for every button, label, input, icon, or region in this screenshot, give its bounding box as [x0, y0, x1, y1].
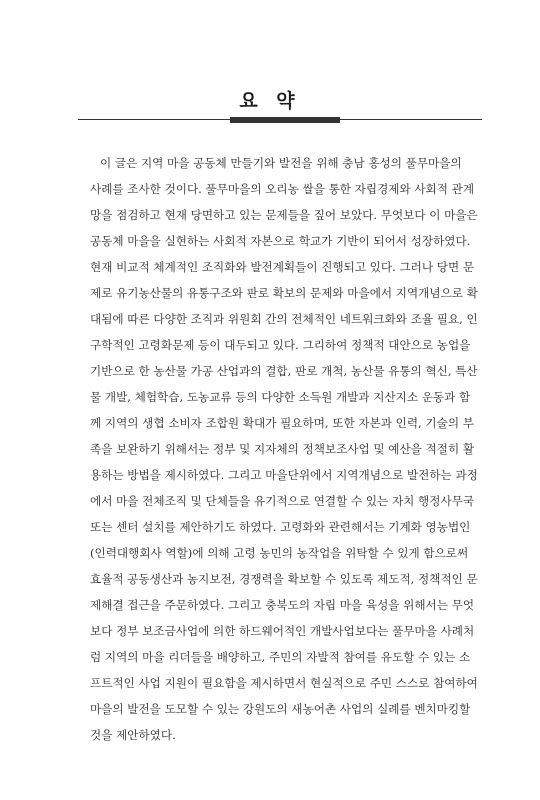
- title-divider: [78, 117, 482, 123]
- text-line: 제로 유기농산물의 유통구조와 판로 확보의 문제와 마을에서 지역개념으로 확: [90, 286, 478, 300]
- text-line: 물 개발, 체험학습, 도농교류 등의 다양한 소득원 개발과 지산지소 운동과 함: [90, 390, 471, 404]
- text-line: 효율적 공동생산과 농지보전, 경쟁력을 확보할 수 있도록 제도적, 정책적인 문: [90, 572, 478, 586]
- text-line: 이 글은 지역 마을 공동체 만들기와 발전을 위해 충남 홍성의 풀무마을의: [100, 156, 462, 170]
- divider-thick-bar: [230, 117, 340, 123]
- text-line: 또는 센터 설치를 제안하기도 하였다. 고령화와 관련해서는 기계화 영농법인: [90, 520, 471, 534]
- text-line: 족을 보완하기 위해서는 정부 및 지자체의 정책보조사업 및 예산을 적절히 활: [90, 442, 475, 456]
- text-line: (인력대행회사 역할)에 의해 고령 농민의 농작업을 위탁할 수 있게 함으로써: [90, 546, 469, 560]
- text-line: 망을 점검하고 현재 당면하고 있는 문제들을 짚어 보았다. 무엇보다 이 마을은: [90, 208, 478, 222]
- text-line: 구학적인 고령화문제 등이 대두되고 있다. 그리하여 정책적 대안으로 농업을: [90, 338, 471, 352]
- text-line: 공동체 마을을 실현하는 사회적 자본으로 학교가 기반이 되어서 성장하였다.: [90, 234, 471, 248]
- text-line: 기반으로 한 농산물 가공 산업과의 결합, 판로 개척, 농산물 유통의 혁신, 특산: [90, 364, 478, 378]
- page-title: 요 약: [239, 90, 301, 112]
- text-line: 용하는 방법을 제시하였다. 그리고 마을단위에서 지역개념으로 발전하는 과정: [90, 468, 478, 482]
- text-line: 마을의 발전을 도모할 수 있는 강원도의 새농어촌 사업의 실례를 벤치마킹할: [90, 702, 471, 716]
- text-line: 에서 마을 전체조직 및 단체들을 유기적으로 연결할 수 있는 자치 행정사무국: [90, 494, 475, 508]
- text-line: 제해결 접근을 주문하였다. 그리고 충북도의 자립 마을 육성을 위해서는 무엇: [90, 598, 475, 612]
- text-line: 사례를 조사한 것이다. 풀무마을의 오리농 쌀을 통한 자립경제와 사회적 관계: [90, 182, 475, 196]
- abstract-body: [90, 150, 478, 748]
- text-line: 보다 정부 보조금사업에 의한 하드웨어적인 개발사업보다는 풀무마을 사례처: [90, 624, 475, 638]
- text-line: 것을 제안하였다.: [90, 728, 176, 742]
- text-line: 현재 비교적 체계적인 조직화와 발전계획들이 진행되고 있다. 그러나 당면 문: [90, 260, 475, 274]
- text-line: 대됨에 따른 다양한 조직과 위원회 간의 전체적인 네트워크화와 조율 필요, 인: [90, 312, 478, 326]
- text-line: 프트적인 사업 지원이 필요함을 제시하면서 현실적으로 주민 스스로 참여하여: [90, 676, 478, 690]
- text-line: 럼 지역의 마을 리더들을 배양하고, 주민의 자발적 참여를 유도할 수 있는 소: [90, 650, 471, 664]
- text-line: 께 지역의 생협 소비자 조합원 확대가 필요하며, 또한 자본과 인력, 기술의 부: [90, 416, 474, 430]
